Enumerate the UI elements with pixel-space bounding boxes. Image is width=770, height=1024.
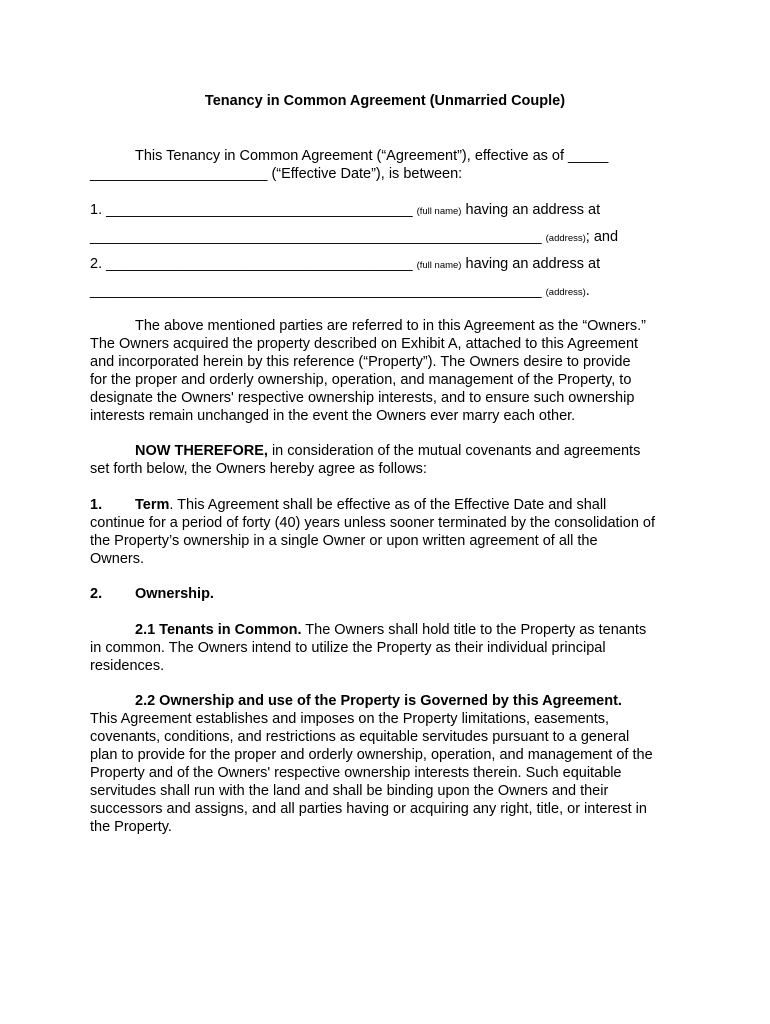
section1-heading: Term [135,497,170,513]
address-caption: (address) [545,233,586,244]
document-title: Tenancy in Common Agreement (Unmarried Couple) [204,93,566,109]
recitals-line: for the proper and orderly ownership, operation, and management of the Property, to [90,372,632,388]
section2-2-line: successors and assigns, and all parties having or acquiring any right, title, or interest in [90,801,647,817]
section1-number: 1. [90,497,103,513]
party1-address-line: ________________________________________________________ (address); and [90,229,619,245]
recitals-line: designate the Owners' respective ownership interests, and to ensure such ownership [90,390,635,406]
recitals-line: and incorporated herein by this reference (“Property”). The Owners desire to provide [90,354,631,370]
section2-2-line: Property and of the Owners' respective ownership interests therein. Such equitable [90,765,622,781]
recitals-line: The Owners acquired the property described on Exhibit A, attached to this Agreement [90,336,639,352]
full-name-caption: (full name) [416,260,462,271]
party2-name-line: 2. ______________________________________ (full name) having an address at [90,256,601,272]
section2-heading: Ownership. [135,586,214,602]
section1-line: continue for a period of forty (40) years unless sooner terminated by the consolidation of [90,515,656,531]
address-caption: (address) [545,287,586,298]
section2-2-line: covenants, conditions, and restrictions as equitable servitudes pursuant to a general [90,729,630,745]
party2-address-line: ________________________________________________________ (address). [90,283,590,299]
section2-2-line: servitudes shall run with the land and shall be binding upon the Owners and their [90,783,609,799]
section2-2-line: the Property. [90,819,172,835]
recitals-line: interests remain unchanged in the event the Owners ever marry each other. [90,408,576,424]
section2-1-line: residences. [90,658,165,674]
section2-1-line-1: 2.1 Tenants in Common. The Owners shall hold title to the Property as tenants [135,622,647,638]
section2-1-heading: 2.1 Tenants in Common. [135,622,302,638]
section2-2-line: This Agreement establishes and imposes on the Property limitations, easements, [90,711,610,727]
recitals-line: The above mentioned parties are referred to in this Agreement as the “Owners.” [135,318,646,334]
intro-line-2: ______________________ (“Effective Date”), is between: [90,166,463,182]
section2-2-heading-line [90,692,690,710]
full-name-caption: (full name) [416,206,462,217]
section1-line: Owners. [90,551,144,567]
now-therefore-line-1: NOW THEREFORE, in consideration of the mutual covenants and agreements [135,443,641,459]
section2-heading-line [90,585,690,603]
section1-line-1: 1. Term. This Agreement shall be effective as of the Effective Date and shall [90,497,607,513]
now-therefore-line-2: set forth below, the Owners hereby agree as follows: [90,461,427,477]
party1-name-line: 1. ______________________________________ (full name) having an address at [90,202,601,218]
section2-1-line: in common. The Owners intend to utilize the Property as their individual principal [90,640,606,656]
section2-number: 2. [90,586,103,602]
intro-line-1: This Tenancy in Common Agreement (“Agreement”), effective as of _____ [135,148,609,164]
section1-line: the Property’s ownership in a single Owner or upon written agreement of all the [90,533,598,549]
section2-2-heading: 2.2 Ownership and use of the Property is Governed by this Agreement. [135,693,622,709]
section2-2-line: plan to provide for the proper and orderly ownership, operation, and management of the [90,747,653,763]
